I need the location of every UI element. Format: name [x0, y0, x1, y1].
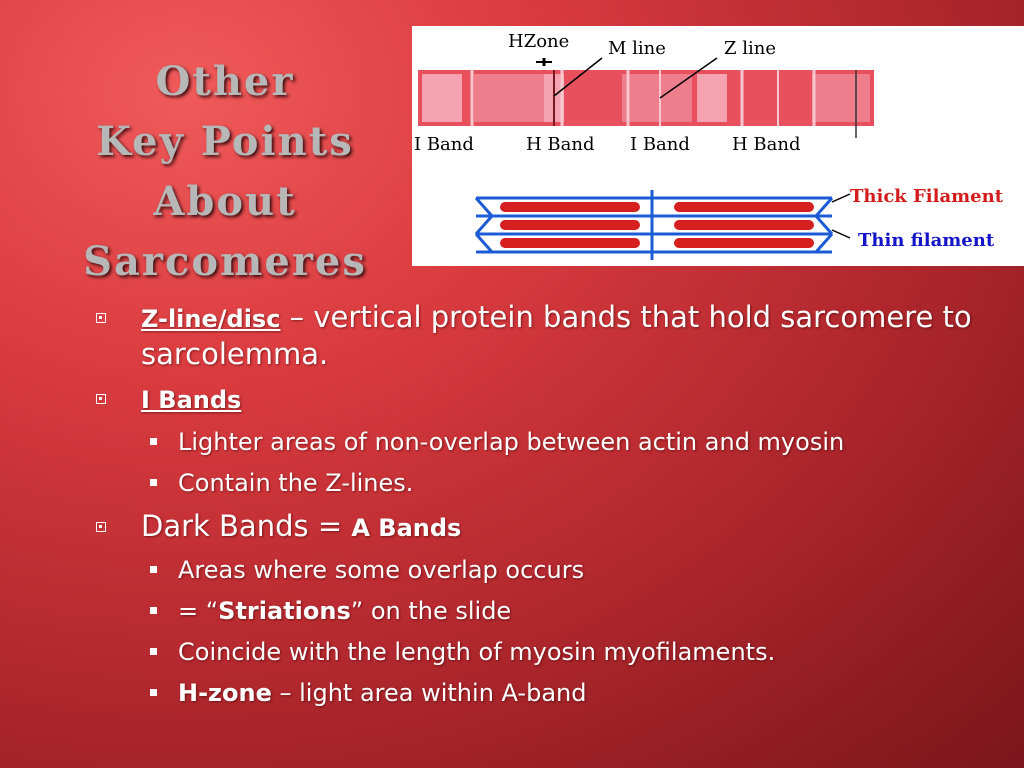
title-line: Other: [155, 58, 295, 105]
band-label: I Band: [630, 134, 690, 155]
sub-bullet: [96, 427, 996, 457]
striations-suffix: ” on the slide: [350, 597, 512, 625]
title-line: Key Points: [96, 118, 354, 165]
band-label: I Band: [414, 134, 474, 155]
sub-bullet: [96, 555, 996, 585]
band-label: H Band: [526, 134, 595, 155]
filament-drawing: [476, 190, 850, 260]
striations-term: Striations: [218, 597, 351, 625]
mline-label: M line: [608, 38, 666, 59]
zline-separator: –: [280, 300, 314, 334]
sub-bullet-text: Areas where some overlap occurs: [178, 556, 585, 584]
band-label: H Band: [732, 134, 801, 155]
sub-bullet-text: Coincide with the length of myosin myofilaments.: [178, 638, 776, 666]
dark-prefix: Dark Bands =: [141, 509, 352, 543]
bullet-marker: [96, 522, 106, 532]
title-line: Sarcomeres: [83, 238, 367, 285]
sub-bullet-marker: [150, 648, 157, 655]
slide-title: [40, 52, 410, 292]
bullet-marker: [96, 313, 106, 323]
sub-bullet-marker: [150, 438, 157, 445]
hzone-term: H-zone: [178, 679, 272, 707]
iband-term: I Bands: [141, 386, 242, 414]
bullet-marker: [96, 394, 106, 404]
sub-bullet: [96, 596, 996, 626]
myofibril-strip: [418, 70, 874, 138]
zline-label: Z line: [724, 38, 776, 59]
sub-bullet-text: Contain the Z-lines.: [178, 469, 414, 497]
dark-term: A Bands: [351, 514, 462, 542]
zline-text: vertical protein bands that hold sarcomere to sarcolemma.: [141, 300, 972, 371]
bullet-dark-bands: [96, 509, 996, 546]
sarcomere-diagram-svg: [412, 26, 1024, 266]
hzone-label: HZone: [508, 31, 570, 52]
bullet-iband: [96, 381, 996, 418]
hzone-text: – light area within A-band: [271, 679, 587, 707]
sub-bullet: [96, 637, 996, 667]
zline-term: Z-line/disc: [141, 305, 281, 333]
thick-filament-label: Thick Filament: [850, 186, 1004, 207]
sub-bullet: [96, 468, 996, 498]
sub-bullet-marker: [150, 479, 157, 486]
striations-prefix: = “: [178, 597, 219, 625]
sub-bullet-marker: [150, 607, 157, 614]
sub-bullet-text: Lighter areas of non-overlap between actin and myosin: [178, 428, 845, 456]
sub-bullet-marker: [150, 566, 157, 573]
thin-filament-label: Thin filament: [858, 230, 995, 251]
sarcomere-diagram: [412, 26, 1024, 266]
title-line: About: [153, 178, 297, 225]
bullet-zline: [96, 300, 996, 372]
bullet-list: [96, 300, 996, 719]
sub-bullet-marker: [150, 689, 157, 696]
sub-bullet-hzone: [96, 678, 996, 708]
